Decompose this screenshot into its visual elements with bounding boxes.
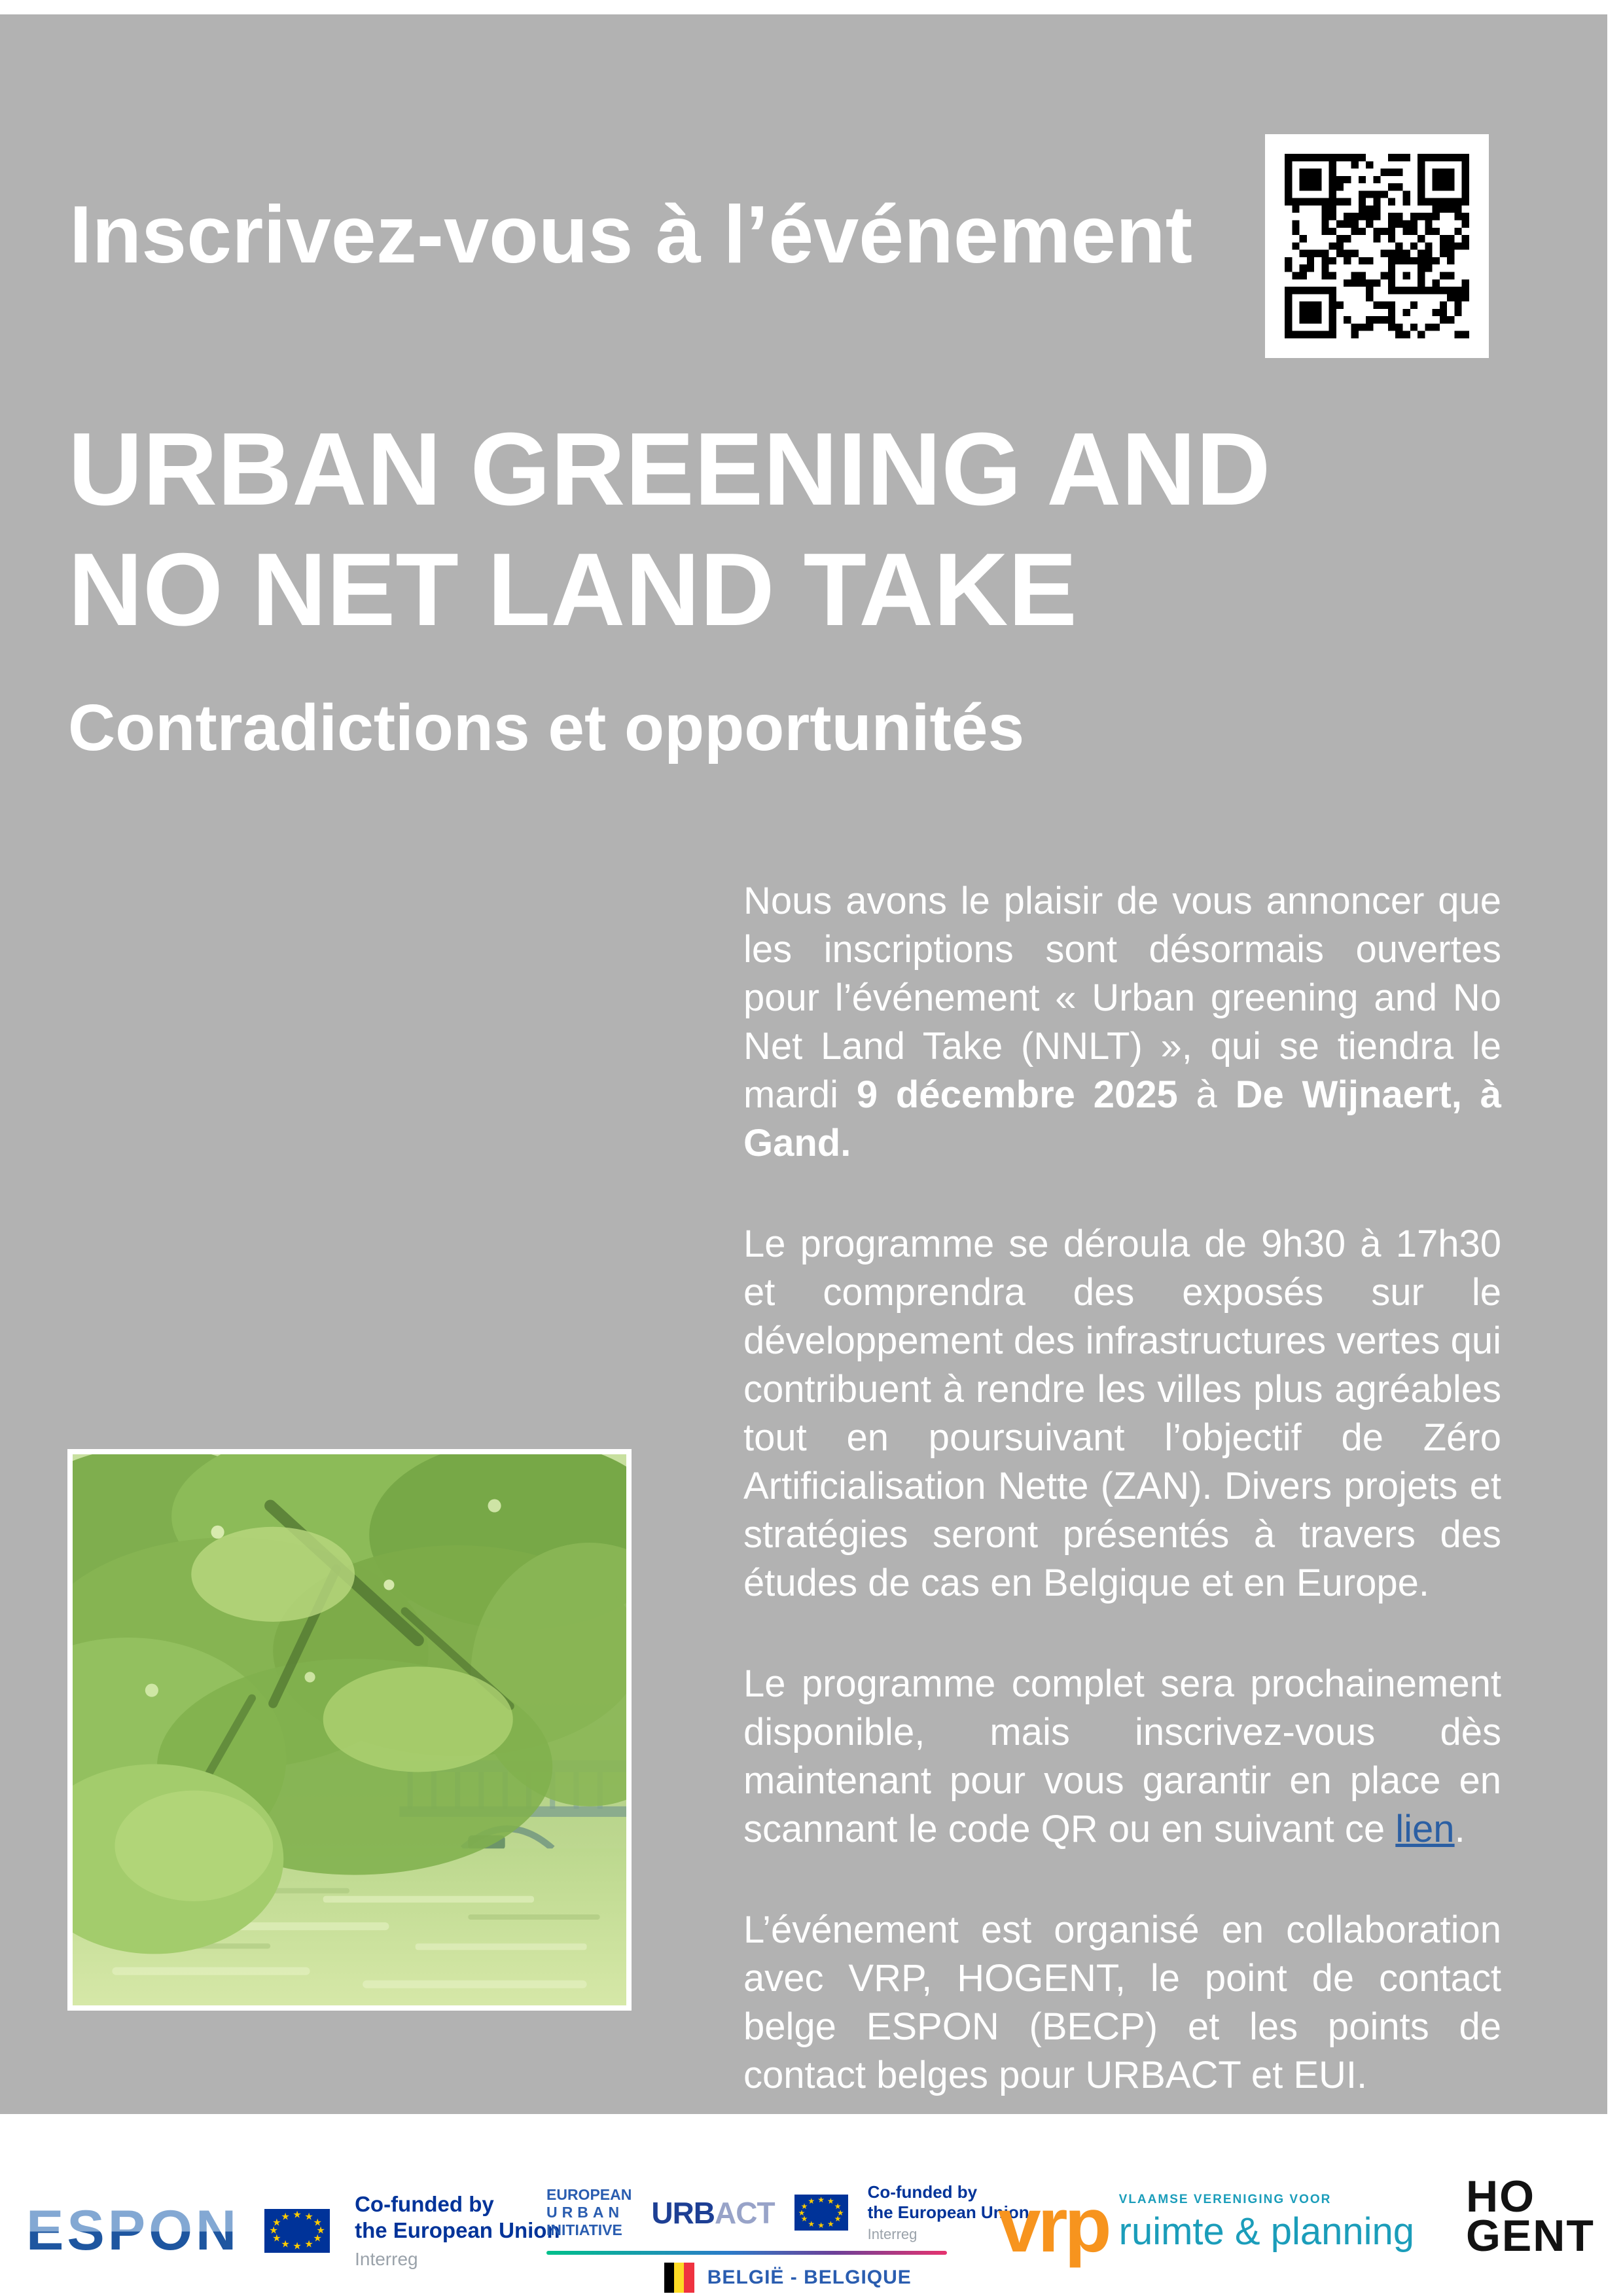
eu-cofunded-label: Co-funded by the European Union Interreg [867,2182,1029,2242]
interreg-gradient-bar [546,2251,947,2255]
eu-star: ★ [827,2197,834,2206]
eu-star: ★ [293,2240,302,2252]
eu-star: ★ [316,2225,325,2236]
eu-star: ★ [304,2238,313,2250]
urbact-logo: URBACT [651,2195,775,2230]
vrp-tagline-small: VLAAMSE VERENIGING VOOR [1118,2193,1332,2206]
eu-flag-icon [264,2209,330,2253]
eu-star: ★ [272,2233,281,2244]
partner-logos-bar [0,2114,1623,2296]
eu-star: ★ [817,2195,825,2204]
eui-urbact-logo-group [546,2182,1029,2293]
poster-title-line2: NO NET LAND TAKE [68,532,1077,647]
qr-code-box [1265,134,1489,358]
eu-star: ★ [834,2214,842,2224]
vrp-logo-group [998,2182,1415,2269]
eu-flag-icon [794,2195,848,2231]
eu-star: ★ [313,2233,322,2244]
eu-star: ★ [281,2211,290,2223]
eu-star: ★ [269,2225,278,2236]
interreg-label: Interreg [867,2226,918,2242]
espon-logo-group [26,2191,560,2270]
espon-logo: ESPON [26,2199,240,2262]
qr-code [1285,154,1469,338]
eu-star: ★ [808,2197,815,2206]
paragraph-programme: Le programme se déroula de 9h30 à 17h30 et comprendra des exposés sur le développement des infrastructures vertes qui contribuent à rendre les villes plus agréables tout en poursuivant l’objectif de Zéro Artificialisation Nette (ZAN). Divers projets et stratégies seront présentés à travers des études de cas en Belgique et en Europe. [743,1223,1501,1604]
hogent-logo: HO GENT [1466,2172,1595,2261]
paragraph-organisers: L’événement est organisé en collaboration avec VRP, HOGENT, le point de contact belge ESPON (BECP) et les points de contact belges pour URBACT et EUI. [743,1909,1501,2096]
poster-subtitle: Contradictions et opportunités [68,691,1025,764]
eu-star: ★ [827,2219,834,2229]
eu-star: ★ [304,2211,313,2223]
poster-background [0,14,1607,2114]
eu-cofunded-label: Co-funded by the European Union Interreg [355,2192,560,2269]
body-text [743,877,1501,2100]
eu-star: ★ [800,2214,808,2224]
eu-star: ★ [817,2221,825,2231]
belgium-row [546,2263,1029,2293]
poster-title [68,409,1271,650]
nature-photo-illustration [73,1454,626,2005]
nature-photo [67,1449,632,2011]
eu-star: ★ [800,2201,808,2211]
registration-link[interactable]: lien [1395,1808,1455,1850]
eu-star: ★ [281,2238,290,2250]
interreg-label: Interreg [355,2249,418,2269]
belgium-label: BELGIË - BELGIQUE [707,2267,912,2288]
vrp-logo: vrp [998,2182,1109,2269]
vrp-tagline-main: ruimte & planning [1118,2210,1415,2253]
european-urban-initiative-logo: EUROPEAN URBAN INITIATIVE [546,2186,632,2238]
eu-star: ★ [272,2217,281,2229]
paragraph-announcement: Nous avons le plaisir de vous annoncer que les inscriptions sont désormais ouvertes pour l’événement « Urban greening and No Net Land Take (NNLT) », qui se tiendra le mardi 9 décembre 2025 à De Wijnaert, à Gand. [743,880,1501,1164]
eu-star: ★ [834,2201,842,2211]
eu-star: ★ [808,2219,815,2229]
register-heading: Inscrivez-vous à l’événement [69,190,1193,280]
eu-star: ★ [836,2208,844,2217]
belgium-flag-icon [664,2263,694,2293]
eu-star: ★ [293,2209,302,2221]
eu-star: ★ [313,2217,322,2229]
eu-star: ★ [798,2208,806,2217]
paragraph-registration: Le programme complet sera prochainement disponible, mais inscrivez-vous dès maintenant pour vous garantir en place en scannant le code QR ou en suivant ce lien. [743,1662,1501,1850]
poster-title-line1: URBAN GREENING AND [68,412,1271,527]
